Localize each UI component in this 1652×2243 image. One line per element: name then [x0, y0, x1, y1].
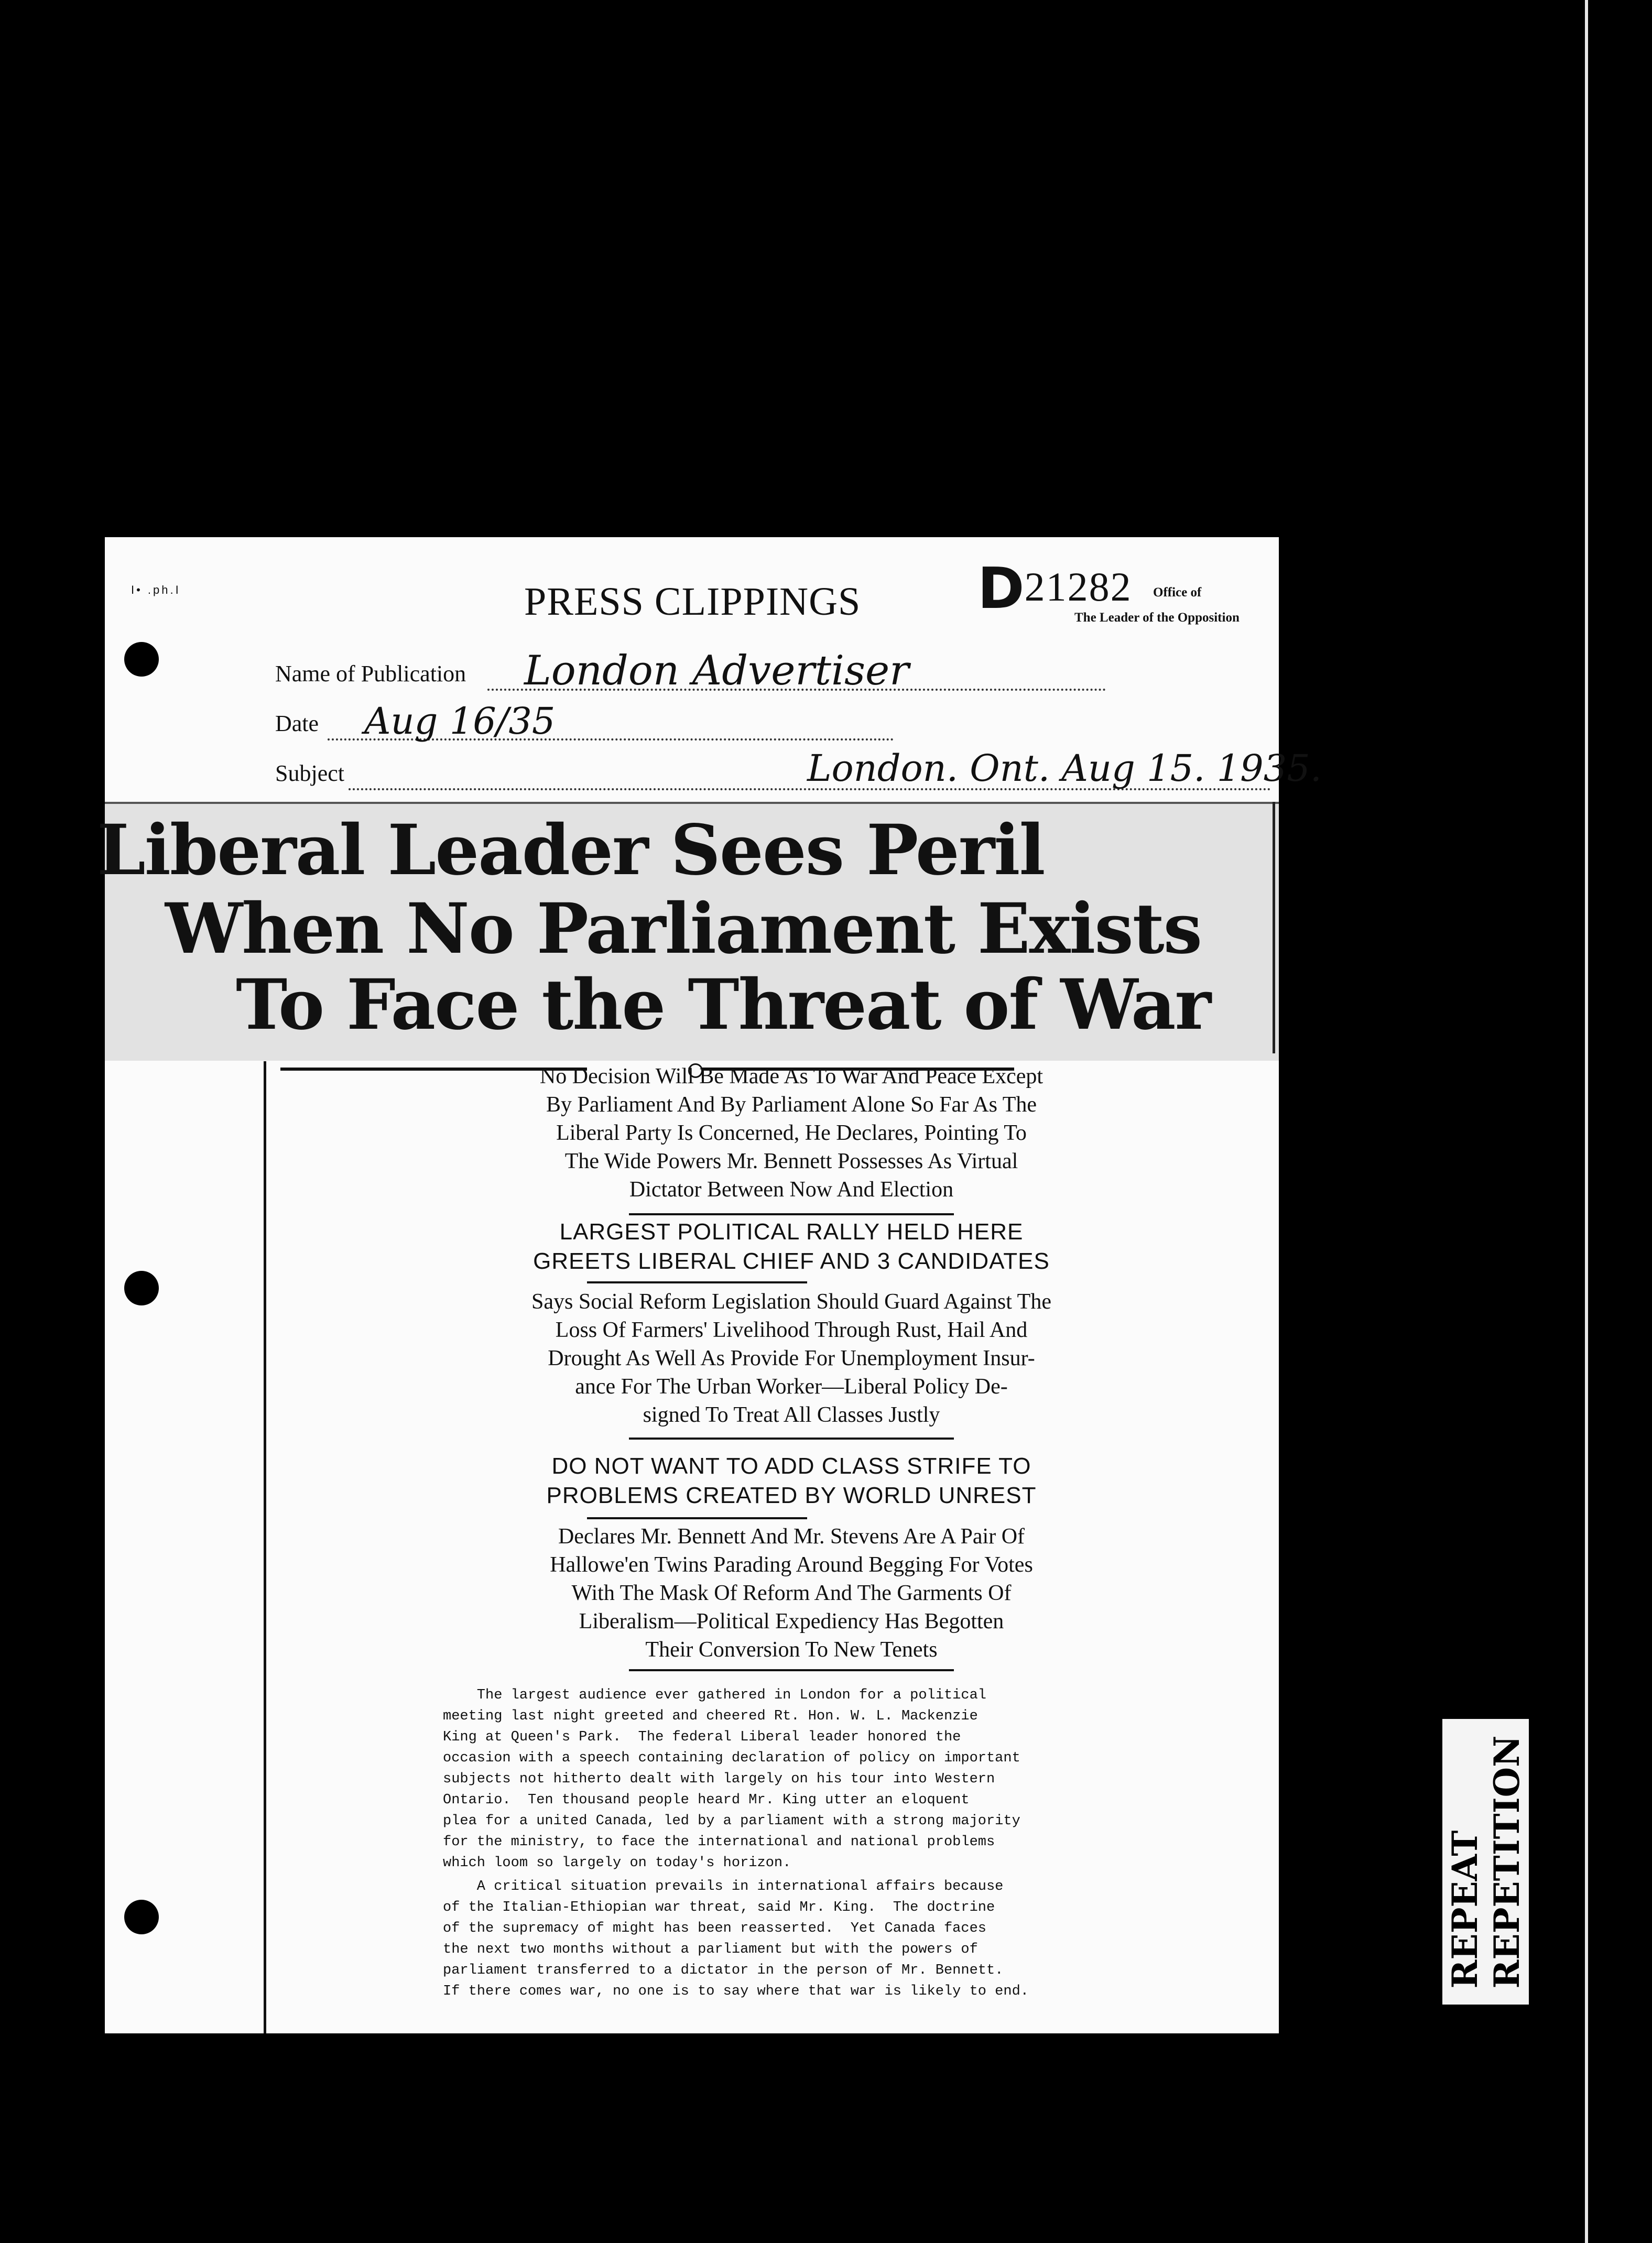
- repeat-repetition-text: [1444, 1735, 1528, 1988]
- punch-hole-icon: [124, 642, 159, 677]
- subheading-deck-1: No Decision Will Be Made As To War And Peace Except By Parliament And By Parliament Alone So Far As The Liberal Party Is Concerned, He Declares, Pointing To The Wide Powers Mr. Bennett Possesses As Virtual Dictator Between Now And Election: [539, 1064, 1044, 1202]
- subheading-deck-2: Says Social Reform Legislation Should Guard Against The Loss Of Farmers' Livelihood Through Rust, Hail And Drought As Well As Provide For Unemployment Insur- ance For The Urban Worker—Liberal Policy De- signed To Treat All Classes Justly: [531, 1290, 1051, 1427]
- divider-rule: [629, 1438, 954, 1440]
- corner-marks: I• .ph.I: [131, 583, 181, 596]
- punch-hole-icon: [124, 1900, 159, 1934]
- date-label: Date: [275, 711, 319, 736]
- press-clipping-card: [97, 537, 1322, 2033]
- punch-hole-icon: [124, 1271, 159, 1305]
- subject-field: [275, 760, 344, 797]
- film-edge-line: [1585, 0, 1588, 2243]
- article-paragraph-2: A critical situation prevails in international affairs because of the Italian-Ethiopian war threat, said Mr. King. The doctrine of the supremacy of might has been reasserted. Yet Canada faces the next two months without a parliament but with the powers of parliament transferred to a dictator in the person of Mr. Bennett. If there comes war, no one is to say where that war is likely to end.: [443, 1879, 1029, 1999]
- document-prefix: D: [977, 556, 1025, 622]
- publication-field: [275, 660, 466, 697]
- headline-line-1: Liberal Leader Sees Peril: [97, 810, 1045, 891]
- column-rule: [264, 1061, 266, 2033]
- repeat-repetition-tag: [1442, 1719, 1529, 2005]
- headline-line-2: When No Parliament Exists: [165, 888, 1201, 970]
- subject-handwritten: London. Ont. Aug 15. 1935.: [807, 747, 1322, 790]
- subheading-deck-3: Declares Mr. Bennett And Mr. Stevens Are A Pair Of Hallowe'en Twins Parading Around Begging For Votes With The Mask Of Reform And The Garments Of Liberalism—Political Expediency Has Begotten Their Conversion To New Tenets: [550, 1525, 1033, 1662]
- publication-label: Name of Publication: [275, 661, 466, 687]
- headline-line-3: To Face the Threat of War: [236, 964, 1211, 1046]
- article-paragraph-1: The largest audience ever gathered in London for a political meeting last night greeted and cheered Rt. Hon. W. L. Mackenzie King at Queen's Park. The federal Liberal leader honored the occasion with a speech containing declaration of policy on important subjects not hitherto dealt with largely on his tour into Western Ontario. Ten thousand people heard Mr. King utter an eloquent plea for a united Canada, led by a parliament with a strong majority for the ministry, to face the international and national problems which loom so largely on today's horizon.: [443, 1687, 1020, 1871]
- tag-line-2: REPETITION: [1486, 1735, 1527, 1988]
- caps-headline-1: LARGEST POLITICAL RALLY HELD HERE GREETS LIBERAL CHIEF AND 3 CANDIDATES: [533, 1219, 1050, 1274]
- banner-rule: [1273, 802, 1275, 1053]
- divider-rule: [629, 1669, 954, 1671]
- document-number-value: 21282: [1024, 564, 1132, 609]
- divider-rule: [587, 1517, 807, 1519]
- page-title: PRESS CLIPPINGS: [524, 580, 861, 624]
- date-field: [275, 710, 319, 747]
- divider-rule: [587, 1281, 807, 1283]
- office-name: The Leader of the Opposition: [1074, 611, 1240, 625]
- office-of-label: Office of: [1153, 585, 1202, 600]
- subject-label: Subject: [275, 760, 344, 786]
- tag-line-1: REPEAT: [1444, 1830, 1485, 1988]
- publication-handwritten: London Advertiser: [524, 647, 909, 694]
- date-handwritten: Aug 16/35: [364, 700, 556, 743]
- divider-rule: [629, 1213, 954, 1215]
- caps-headline-2: DO NOT WANT TO ADD CLASS STRIFE TO PROBLEMS CREATED BY WORLD UNREST: [546, 1453, 1037, 1508]
